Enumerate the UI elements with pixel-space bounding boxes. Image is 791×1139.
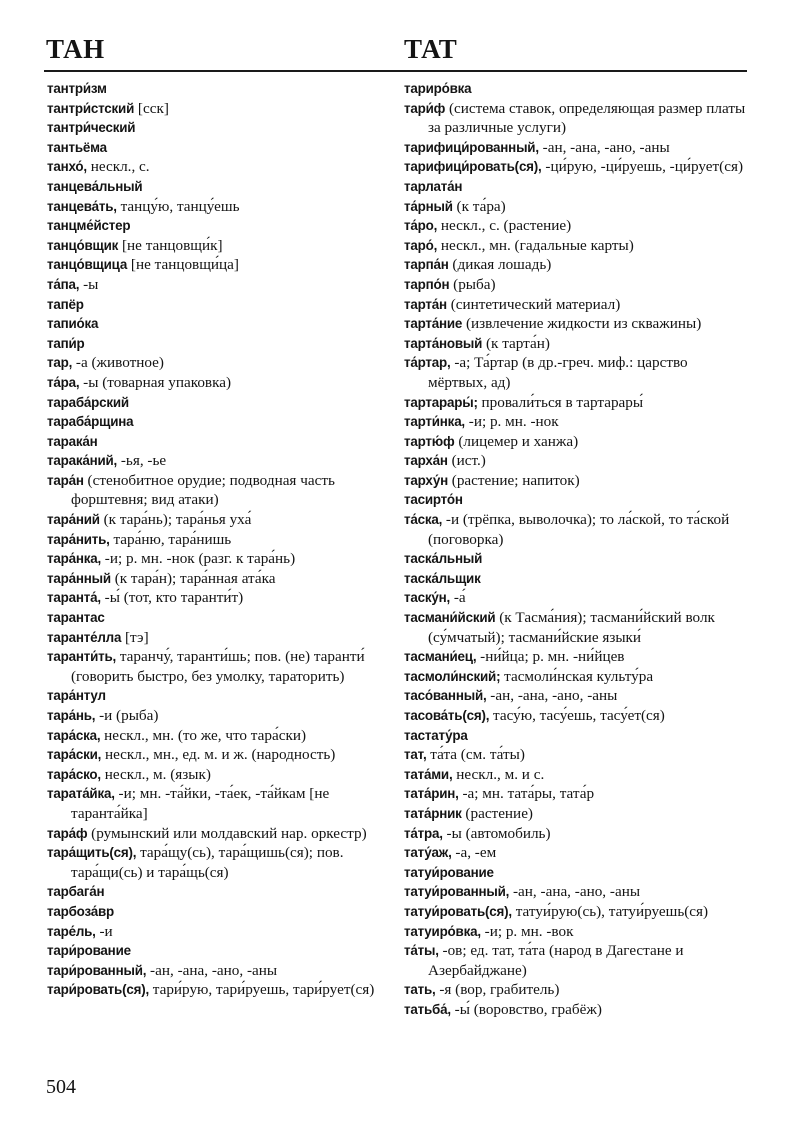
headword: тарта́ние <box>404 316 463 332</box>
entry-definition: нескл., мн. (то же, что тара́ски) <box>100 726 307 744</box>
headword: тапёр <box>47 296 84 312</box>
headword: та́па, <box>47 276 80 292</box>
dictionary-entry <box>47 79 392 99</box>
headword: та́рный <box>404 198 453 214</box>
dictionary-entry <box>404 490 749 510</box>
entry-definition: тари́рую, тари́руешь, тари́рует(ся) <box>148 981 375 999</box>
dictionary-entry <box>404 588 749 608</box>
entry-definition: -а; мн. тата́ры, тата́р <box>458 785 595 803</box>
headword: татьба́, <box>404 1001 451 1017</box>
left-column <box>47 79 392 1000</box>
dictionary-entry <box>404 393 749 413</box>
dictionary-entry <box>47 726 392 746</box>
entry-definition: (рыба) <box>449 275 496 293</box>
headword: та́ска, <box>404 512 443 528</box>
headword: таску́н, <box>404 590 451 606</box>
dictionary-entry <box>47 353 392 373</box>
headword: тара́ска, <box>47 727 101 743</box>
dictionary-entry <box>404 902 749 922</box>
headword: тарпо́н <box>404 276 450 292</box>
headword: тастату́ра <box>404 727 468 743</box>
dictionary-entry <box>404 784 749 804</box>
page-number: 504 <box>46 1076 76 1098</box>
headword: тантри́зм <box>47 81 107 96</box>
headword: та́ро, <box>404 218 438 234</box>
dictionary-entry <box>404 922 749 942</box>
entry-definition: нескл., м. и с. <box>452 765 545 783</box>
headword: тартю́ф <box>404 433 455 449</box>
headword: тари́рованный, <box>47 962 147 978</box>
dictionary-entry <box>47 275 392 295</box>
dictionary-entry <box>47 961 392 981</box>
dictionary-entry <box>47 432 392 452</box>
dictionary-entry <box>404 882 749 902</box>
entry-definition: нескл., мн., ед. м. и ж. (народность) <box>101 746 336 764</box>
dictionary-entry <box>47 314 392 334</box>
dictionary-entry <box>404 334 749 354</box>
headword: тара́нить, <box>47 531 110 547</box>
entry-definition: -ы (товарная упаковка) <box>79 373 232 391</box>
dictionary-entry <box>404 432 749 452</box>
headword: тарпа́н <box>404 257 449 273</box>
headword: тара́н <box>47 472 84 488</box>
headword: тарбоза́вр <box>47 903 114 919</box>
headword: танцо́вщик <box>47 237 119 253</box>
dictionary-entry <box>47 157 392 177</box>
entry-definition: (к та́ра) <box>452 197 506 215</box>
dictionary-entry <box>404 412 749 432</box>
entry-definition: [не танцовщи́к] <box>118 236 223 254</box>
entry-definition: [сск] <box>134 99 169 117</box>
dictionary-entry <box>47 941 392 961</box>
headword: тарата́йка, <box>47 786 115 802</box>
headword: тарти́нка, <box>404 414 465 430</box>
entry-definition: нескл., мн. (гадальные карты) <box>437 236 634 254</box>
dictionary-entry <box>404 99 749 138</box>
dictionary-entry <box>404 157 749 177</box>
dictionary-entry <box>47 295 392 315</box>
headword: таска́льщик <box>404 570 481 586</box>
dictionary-entry <box>47 980 392 1000</box>
dictionary-entry <box>404 804 749 824</box>
headword: таре́ль, <box>47 923 96 939</box>
dictionary-entry <box>47 373 392 393</box>
dictionary-entry <box>404 765 749 785</box>
headword: та́ты, <box>404 943 439 959</box>
dictionary-entry <box>47 882 392 902</box>
entry-definition: -и <box>95 922 113 940</box>
entry-definition: -ни́йца; р. мн. -ни́йцев <box>476 648 625 666</box>
entry-definition: нескл., м. (язык) <box>100 765 211 783</box>
dictionary-entry <box>404 236 749 256</box>
dictionary-entry <box>404 647 749 667</box>
dictionary-entry <box>404 471 749 491</box>
dictionary-entry <box>404 706 749 726</box>
dictionary-entry <box>404 608 749 647</box>
entry-definition: -и (трёпка, выволочка); то ла́ской, то та́ской (поговорка) <box>428 511 734 548</box>
entry-definition: нескл., с. <box>86 158 150 176</box>
headword: таранти́ть, <box>47 649 117 665</box>
dictionary-entry <box>47 569 392 589</box>
entry-definition: тасмоли́нская культу́ра <box>500 667 654 685</box>
headword: тара́ски, <box>47 747 102 763</box>
dictionary-entry <box>47 647 392 686</box>
dictionary-entry <box>47 197 392 217</box>
dictionary-entry <box>47 393 392 413</box>
dictionary-entry <box>47 686 392 706</box>
entry-definition: -ья, -ье <box>117 452 167 470</box>
dictionary-entry <box>404 980 749 1000</box>
right-column <box>404 79 749 1020</box>
headword: таранте́лла <box>47 629 122 645</box>
headword: та́тра, <box>404 825 443 841</box>
dictionary-entry <box>404 1000 749 1020</box>
dictionary-entry <box>404 197 749 217</box>
entry-definition: та́та (см. та́ты) <box>426 746 525 764</box>
headword: тараба́рщина <box>47 414 134 430</box>
dictionary-entry <box>404 255 749 275</box>
entry-definition: -ы (автомобиль) <box>442 824 551 842</box>
entry-definition: -и (рыба) <box>95 707 159 724</box>
headword: танцме́йстер <box>47 218 131 234</box>
headword: тара́ний <box>47 512 100 528</box>
dictionary-entry <box>47 706 392 726</box>
headword: тарифици́ровать(ся), <box>404 159 542 175</box>
headword: тара́ско, <box>47 766 101 782</box>
headword: тарака́ний, <box>47 453 118 469</box>
dictionary-entry <box>47 922 392 942</box>
headword: тасмани́ец, <box>404 649 477 665</box>
headword: тать, <box>404 982 436 998</box>
headword: та́ртар, <box>404 355 451 371</box>
entry-definition: -ы <box>79 275 99 293</box>
entry-definition: (к тара́н); тара́нная ата́ка <box>110 569 276 587</box>
dictionary-entry <box>47 902 392 922</box>
dictionary-entry <box>47 628 392 648</box>
entry-definition: (стенобитное орудие; подводная часть форштевня; вид атаки) <box>71 471 339 509</box>
dictionary-entry <box>47 765 392 785</box>
dictionary-entry <box>404 177 749 197</box>
dictionary-entry <box>47 412 392 432</box>
headword: таро́, <box>404 237 438 253</box>
headword: татуи́рованный, <box>404 884 510 900</box>
headword: тарта́н <box>404 296 447 312</box>
headword: тари́ф <box>404 100 446 116</box>
dictionary-entry <box>47 255 392 275</box>
headword: тату́аж, <box>404 845 452 861</box>
headword: тасмоли́нский; <box>404 668 501 684</box>
headword: тарбага́н <box>47 884 105 900</box>
entry-definition: -а́ <box>450 589 466 607</box>
dictionary-entry <box>47 824 392 844</box>
dictionary-entry <box>47 588 392 608</box>
dictionary-entry <box>47 451 392 471</box>
dictionary-entry <box>47 138 392 158</box>
dictionary-entry <box>404 510 749 549</box>
dictionary-entry <box>404 941 749 980</box>
headword: тасмани́йский <box>404 610 496 626</box>
headword: тарху́н <box>404 472 448 488</box>
entry-definition: (к Тасма́ния); тасмани́йский волк (су́мчатый); тасмани́йские языки́ <box>428 609 719 646</box>
headword: тари́рование <box>47 943 131 959</box>
dictionary-entry <box>47 99 392 119</box>
dictionary-entry <box>404 726 749 746</box>
dictionary-entry <box>404 138 749 158</box>
dictionary-entry <box>404 314 749 334</box>
headword: тантри́ческий <box>47 120 136 136</box>
entry-definition: тасу́ю, тасу́ешь, тасу́ет(ся) <box>489 707 665 724</box>
entry-definition: -а; Та́ртар (в др.-греч. миф.: царство мёртвых, ад) <box>428 354 692 391</box>
headword: тасирто́н <box>404 492 463 508</box>
entry-definition: [тэ] <box>121 628 149 646</box>
headword: тараба́рский <box>47 394 129 410</box>
headword: тари́ровать(ся), <box>47 982 149 998</box>
entry-definition: (к тарта́н) <box>482 334 550 352</box>
headword: тарта́новый <box>404 335 483 351</box>
entry-definition: тара́ню, тара́нишь <box>109 530 232 548</box>
entry-definition: -ан, -ана, -ано, -аны <box>538 138 670 156</box>
headword: тат, <box>404 747 427 763</box>
headword: тара́щить(ся), <box>47 845 137 861</box>
headword: тара́ф <box>47 825 88 841</box>
dictionary-entry <box>404 295 749 315</box>
dictionary-entry <box>404 863 749 883</box>
headword: татуиро́вка, <box>404 923 481 939</box>
headword: танцева́льный <box>47 178 143 194</box>
entry-definition: (растение) <box>461 804 533 822</box>
dictionary-entry <box>404 353 749 392</box>
dictionary-entry <box>404 569 749 589</box>
headword: тасо́ванный, <box>404 688 487 704</box>
entry-definition: (синтетический материал) <box>446 295 621 313</box>
dictionary-entry <box>404 216 749 236</box>
headword: тарлата́н <box>404 178 463 194</box>
headword: тара́нный <box>47 570 111 586</box>
headword: тата́ми, <box>404 766 453 782</box>
headword: тариро́вка <box>404 81 472 96</box>
entry-definition: -и; р. мн. -нок (разг. к тара́нь) <box>101 550 296 568</box>
headword: таска́льный <box>404 551 483 567</box>
headword: тарифици́рованный, <box>404 139 539 155</box>
dictionary-entry <box>47 530 392 550</box>
dictionary-entry <box>404 451 749 471</box>
entry-definition: -и; р. мн. -нок <box>464 413 559 431</box>
entry-definition: -а (животное) <box>72 354 164 372</box>
headword: тартарары́; <box>404 394 478 410</box>
headword: татуи́рование <box>404 864 494 880</box>
dictionary-entry <box>47 216 392 236</box>
entry-definition: -ан, -ана, -ано, -аны <box>146 961 278 979</box>
entry-definition: -и; р. мн. -вок <box>480 922 574 940</box>
right-running-head: ТАТ <box>404 34 458 64</box>
dictionary-entry <box>404 667 749 687</box>
entry-definition: [не танцовщи́ца] <box>127 256 239 274</box>
entry-definition: (румынский или молдавский нар. оркестр) <box>87 824 367 842</box>
entry-definition: тара́щу(сь), тара́щишь(ся); пов. тара́щи(сь) и тара́щь(ся) <box>71 844 348 881</box>
headword: танцо́вщица <box>47 257 128 273</box>
dictionary-entry <box>47 334 392 354</box>
headword: тата́рник <box>404 805 462 821</box>
dictionary-entry <box>404 824 749 844</box>
dictionary-entry <box>47 118 392 138</box>
entry-definition: (извлечение жидкости из скважины) <box>462 315 702 333</box>
dictionary-entry <box>47 745 392 765</box>
dictionary-entry <box>47 549 392 569</box>
dictionary-entry <box>404 745 749 765</box>
headword: тантри́стский <box>47 100 135 116</box>
headword: тарака́н <box>47 433 98 449</box>
entry-definition: (растение; напиток) <box>447 471 580 489</box>
headword: та́ра, <box>47 374 80 390</box>
entry-definition: (дикая лошадь) <box>448 256 552 274</box>
dictionary-entry <box>47 608 392 628</box>
entry-definition: (к тара́нь); тара́нья уха́ <box>99 511 252 529</box>
headword: тантьёма <box>47 139 107 155</box>
headword: тарантас <box>47 610 105 626</box>
dictionary-entry <box>47 471 392 510</box>
entry-definition: нескл., с. (растение) <box>437 217 572 235</box>
headword: тата́рин, <box>404 786 459 802</box>
entry-definition: -и; мн. -та́йки, -та́ек, -та́йкам [не таранта́йка] <box>71 785 334 822</box>
entry-definition: -ы́ (воровство, грабёж) <box>450 1000 602 1018</box>
left-running-head: ТАН <box>46 34 105 64</box>
entry-definition: -ан, -ана, -ано, -аны <box>486 687 618 705</box>
headword: танцева́ть, <box>47 198 117 214</box>
headword: тар, <box>47 355 73 371</box>
entry-definition: танцу́ю, танцу́ешь <box>116 197 240 215</box>
entry-definition: -ов; ед. тат, та́та (народ в Дагестане и Азербайджане) <box>428 942 688 979</box>
entry-definition: -а, -ем <box>451 844 497 862</box>
dictionary-entry <box>47 784 392 823</box>
headword: таранта́, <box>47 590 101 606</box>
entry-definition: -ци́рую, -ци́руешь, -ци́рует(ся) <box>541 158 744 176</box>
entry-definition: -я (вор, грабитель) <box>435 981 560 999</box>
dictionary-entry <box>404 843 749 863</box>
headword: тара́нь, <box>47 708 96 723</box>
dictionary-entry <box>404 549 749 569</box>
headword: тасова́ть(ся), <box>404 708 490 723</box>
entry-definition: (лицемер и ханжа) <box>454 432 579 450</box>
headword: тара́нка, <box>47 551 101 567</box>
headword: тапио́ка <box>47 316 99 332</box>
entry-definition: (ист.) <box>447 452 486 470</box>
dictionary-entry <box>404 686 749 706</box>
entry-definition: татуи́рую(сь), татуи́руешь(ся) <box>511 902 709 920</box>
entry-definition: (система ставок, определяющая размер платы за различные услуги) <box>428 99 749 137</box>
header-rule <box>44 70 747 72</box>
entry-definition: провали́ться в тартарары́ <box>477 393 644 411</box>
entry-definition: -ы́ (тот, кто таранти́т) <box>100 589 244 607</box>
entry-definition: -ан, -ана, -ано, -аны <box>509 883 641 901</box>
dictionary-entry <box>47 236 392 256</box>
dictionary-entry <box>404 275 749 295</box>
dictionary-entry <box>47 843 392 882</box>
dictionary-entry <box>47 510 392 530</box>
entry-definition: таранчу́, таранти́шь; пов. (не) таранти́ (говорить быстро, без умолку, тараторить) <box>71 648 369 685</box>
headword: тарха́н <box>404 453 448 469</box>
headword: татуи́ровать(ся), <box>404 903 512 919</box>
dictionary-entry <box>47 177 392 197</box>
dictionary-entry <box>404 79 749 99</box>
headword: тапи́р <box>47 335 85 351</box>
headword: танхо́, <box>47 159 87 175</box>
headword: тара́нтул <box>47 688 106 704</box>
